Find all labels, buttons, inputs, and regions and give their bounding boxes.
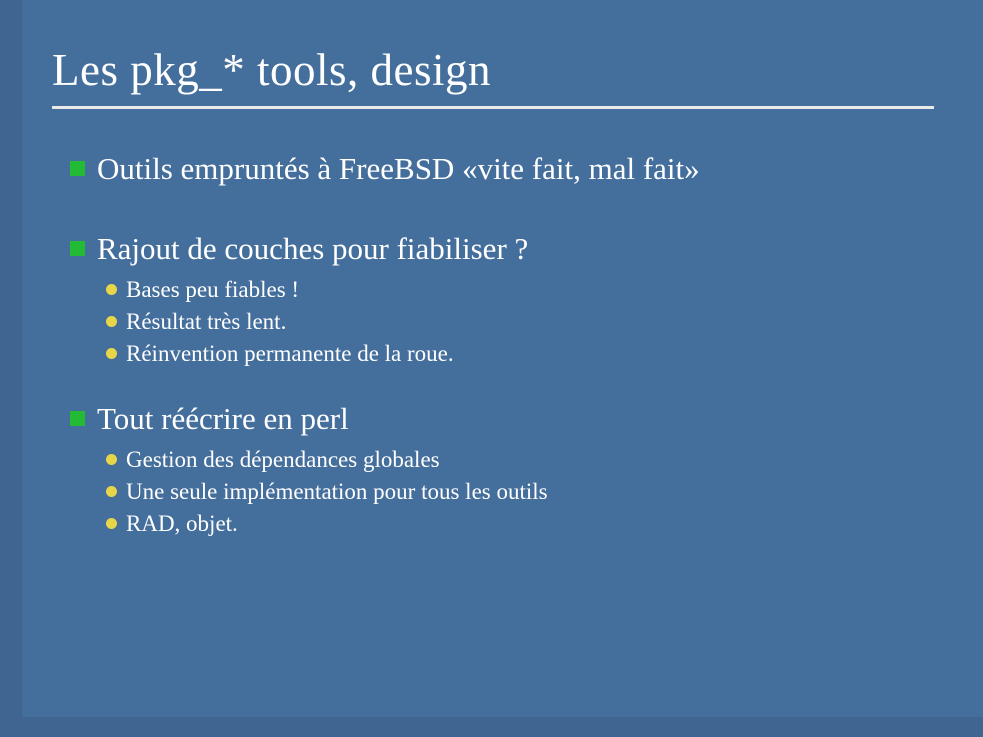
dot-bullet-icon [106, 518, 117, 529]
slide-bottom-edge [0, 717, 983, 737]
sub-bullet-text: Gestion des dépendances globales [126, 447, 440, 472]
title-divider [52, 106, 934, 109]
dot-bullet-icon [106, 284, 117, 295]
dot-bullet-icon [106, 348, 117, 359]
sub-list-item [106, 444, 960, 476]
dot-bullet-icon [106, 454, 117, 465]
sub-bullet-text: RAD, objet. [126, 511, 238, 536]
square-bullet-icon [70, 161, 85, 176]
sub-list-item [106, 476, 960, 508]
bullet-group-3 [70, 398, 960, 540]
list-item [70, 148, 960, 190]
slide-left-edge [0, 0, 22, 737]
page-title: Les pkg_* tools, design [52, 45, 491, 95]
bullet-text: Tout réécrire en perl [97, 401, 349, 436]
list-item [70, 398, 960, 440]
sub-list-item [106, 306, 960, 338]
sub-bullet-text: Bases peu fiables ! [126, 277, 300, 302]
square-bullet-icon [70, 241, 85, 256]
sub-bullet-text: Réinvention permanente de la roue. [126, 341, 454, 366]
bullet-text: Outils empruntés à FreeBSD «vite fait, mal fait» [97, 151, 700, 186]
sub-list-item [106, 508, 960, 540]
bullet-group-1 [70, 148, 960, 190]
dot-bullet-icon [106, 486, 117, 497]
list-item [70, 228, 960, 270]
dot-bullet-icon [106, 316, 117, 327]
sub-bullet-text: Une seule implémentation pour tous les outils [126, 479, 548, 504]
slide-title-area [52, 42, 934, 109]
square-bullet-icon [70, 411, 85, 426]
sub-bullet-text: Résultat très lent. [126, 309, 287, 334]
slide-body [70, 148, 960, 568]
bullet-group-2 [70, 228, 960, 370]
sub-list-item [106, 338, 960, 370]
sub-list-item [106, 274, 960, 306]
bullet-text: Rajout de couches pour fiabiliser ? [97, 231, 529, 266]
